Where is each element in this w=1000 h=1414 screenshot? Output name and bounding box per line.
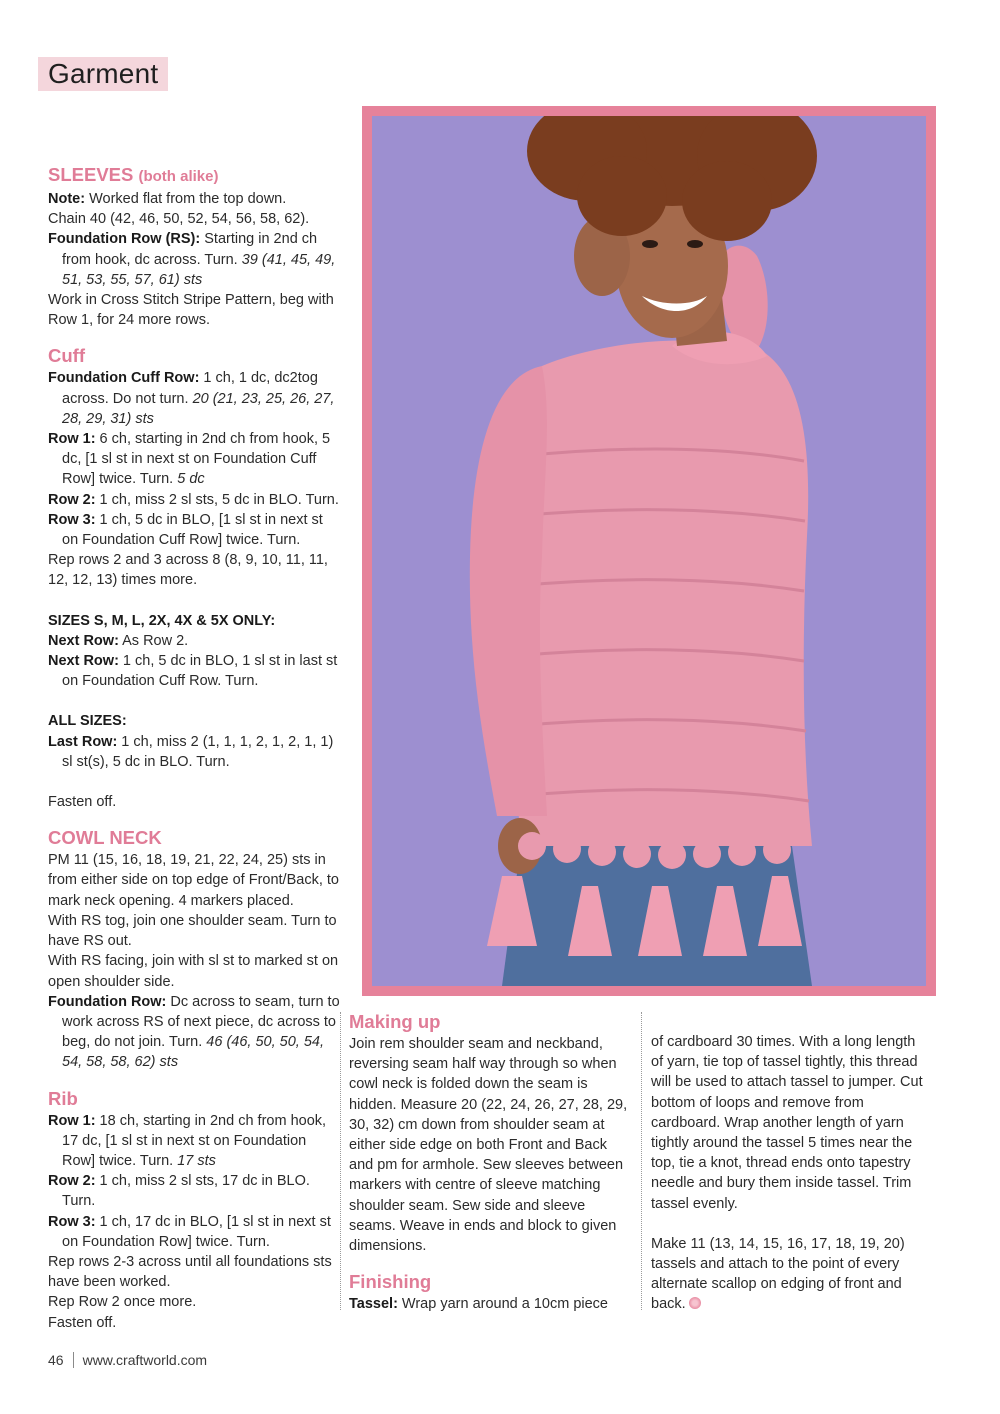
- cuff-row-3: [48, 510, 340, 550]
- rib-row-3-text: 1 ch, 17 dc in BLO, [1 sl st in next st on Foundation Row] twice. Turn.: [62, 1213, 331, 1250]
- rib-row-1-text: 18 ch, starting in 2nd ch from hook, 17 dc, [1 sl st in next st on Foundation Row] twice. Turn.: [62, 1112, 327, 1169]
- rib-repeat-2: Rep Row 2 once more.: [48, 1294, 197, 1311]
- cowl-rs: With RS tog, join one shoulder seam. Turn to have RS out.: [48, 912, 337, 950]
- sleeves-work: Work in Cross Stitch Stripe Pattern, beg with Row 1, for 24 more rows.: [48, 292, 334, 329]
- column-divider: [641, 1012, 642, 1310]
- rib-row-1-count: 17 sts: [177, 1152, 216, 1169]
- cowl-facing: With RS facing, join with sl st to marked st on open shoulder side.: [48, 953, 339, 990]
- rib-repeat: Rep rows 2-3 across until all foundations sts have been worked.: [48, 1253, 332, 1291]
- column-divider: [340, 1012, 341, 1310]
- cuff-row-1: [48, 429, 340, 490]
- rib-fasten-off: Fasten off.: [48, 1314, 117, 1331]
- cuff-next-row-1-text: As Row 2.: [118, 632, 189, 649]
- making-up-text: Join rem shoulder seam and neckband, reversing seam half way through so when cowl neck is folded down the seam is hidden. Measure 20 (22, 24, 26, 27, 28, 29, 30, 32) cm down from shoulder seam at either side edge on both Front and Back and pm for armhole. Sew sleeves between markers with centre of sleeve matching shoulder seam. Sew side and sleeve seams. Weave in ends and block to given dimensions.: [349, 1036, 628, 1255]
- rib-row-2-label: Row 2:: [48, 1173, 96, 1190]
- model-photo: [372, 116, 926, 986]
- sleeves-foundation-row: [48, 229, 340, 290]
- cuff-next-row-2-label: Next Row:: [48, 653, 119, 670]
- rib-heading: Rib: [48, 1087, 78, 1109]
- cuff-foundation-count: 20 (21, 23, 25, 26, 27, 28, 29, 31) sts: [62, 390, 335, 427]
- making-up-heading: Making up: [349, 1011, 441, 1032]
- cuff-row-1-label: Row 1:: [48, 431, 96, 448]
- page-number: 46: [48, 1352, 64, 1368]
- eye-right: [687, 240, 703, 248]
- cuff-all-sizes-heading: ALL SIZES:: [48, 713, 127, 730]
- cuff-sizes-heading: SIZES S, M, L, 2X, 4X & 5X ONLY:: [48, 612, 276, 629]
- cuff-row-2-text: 1 ch, miss 2 sl sts, 5 dc in BLO. Turn.: [95, 491, 339, 508]
- end-mark-icon: [689, 1297, 701, 1309]
- spacer: [48, 772, 340, 792]
- cuff-heading: Cuff: [48, 345, 85, 367]
- sleeves-foundation-count: 39 (41, 45, 49, 51, 53, 55, 57, 61) sts: [62, 251, 336, 288]
- cuff-last-row-text: 1 ch, miss 2 (1, 1, 1, 2, 1, 2, 1, 1) sl st(s), 5 dc in BLO. Turn.: [62, 733, 334, 770]
- finishing-tassel-text: Wrap yarn around a 10cm piece: [397, 1296, 609, 1313]
- rib-row-1-label: Row 1:: [48, 1112, 96, 1129]
- footer: [48, 1352, 207, 1368]
- cuff-next-row-2: [48, 651, 340, 691]
- eye-left: [642, 240, 658, 248]
- footer-url[interactable]: www.craftworld.com: [82, 1352, 208, 1368]
- cowl-pm: PM 11 (15, 16, 18, 19, 21, 22, 24, 25) sts in from either side on top edge of Front/Back, to mark neck opening. 4 markers placed.: [48, 852, 339, 909]
- finishing-heading: Finishing: [349, 1271, 432, 1293]
- rib-row-1: [48, 1111, 340, 1172]
- sleeves-foundation-label: Foundation Row (RS):: [48, 231, 201, 248]
- section-tag-label: Garment: [48, 58, 159, 89]
- sleeves-foundation-text: Starting in 2nd ch from hook, dc across. Turn.: [62, 231, 318, 268]
- sleeves-note-text: Worked flat from the top down.: [85, 191, 287, 207]
- cuff-fasten-off: Fasten off.: [48, 794, 117, 811]
- spacer: [48, 691, 340, 711]
- cuff-foundation-label: Foundation Cuff Row:: [48, 370, 200, 387]
- finishing-continued: of cardboard 30 times. With a long length of yarn, tie top of tassel tightly, this thread will be used to attach tassel to jumper. Cut bottom of loops and remove from cardboard. Wrap another length of yarn tightly around the tassel 5 times near the top, tie a knot, thread ends onto tapestry needle and bury them inside tassel. Trim tassel evenly.: [651, 1034, 923, 1212]
- cuff-foundation-row: [48, 368, 340, 429]
- sleeves-note: [48, 189, 340, 209]
- rib-row-2-text: 1 ch, miss 2 sl sts, 17 dc in BLO. Turn.: [62, 1173, 310, 1210]
- cuff-repeat: Rep rows 2 and 3 across 8 (8, 9, 10, 11, 11, 12, 12, 13) times more.: [48, 552, 328, 589]
- cuff-next-row-1-label: Next Row:: [48, 632, 119, 649]
- cuff-row-3-text: 1 ch, 5 dc in BLO, [1 sl st in next st on Foundation Cuff Row] twice. Turn.: [62, 511, 323, 549]
- cuff-row-1-text: 6 ch, starting in 2nd ch from hook, 5 dc, [1 sl st in next st on Foundation Cuff Row] twice. Turn.: [62, 431, 331, 488]
- sleeves-heading-sub: (both alike): [138, 168, 219, 185]
- finishing-tassel-label: Tassel:: [349, 1296, 398, 1313]
- spacer: [651, 1214, 926, 1234]
- cuff-foundation-text: 1 ch, 1 dc, dc2tog across. Do not turn.: [62, 370, 318, 407]
- spacer: [48, 591, 340, 611]
- sleeves-chain: Chain 40 (42, 46, 50, 52, 54, 56, 58, 62).: [48, 211, 310, 228]
- finishing-tassel: [349, 1294, 632, 1314]
- sleeves-heading: [48, 163, 340, 189]
- sleeves-heading-text: SLEEVES: [48, 164, 134, 185]
- sleeves-note-label: Note:: [48, 191, 86, 207]
- cuff-row-2-label: Row 2:: [48, 491, 96, 508]
- column-middle: [349, 1010, 632, 1314]
- cuff-last-row: [48, 732, 340, 772]
- cowl-foundation-text: Dc across to seam, turn to work across RS of next piece, dc across to beg, do not join. Turn.: [62, 993, 340, 1051]
- finishing-make: [651, 1234, 926, 1315]
- finishing-make-text: Make 11 (13, 14, 15, 16, 17, 18, 19, 20) tassels and attach to the point of every alternate scallop on edging of front and back.: [651, 1235, 905, 1313]
- cuff-row-2: [48, 490, 340, 510]
- cuff-next-row-2-text: 1 ch, 5 dc in BLO, 1 sl st in last st on Foundation Cuff Row. Turn.: [62, 653, 338, 690]
- model-illustration: [372, 116, 926, 986]
- cuff-last-row-label: Last Row:: [48, 733, 118, 750]
- column-right: [651, 1032, 926, 1315]
- cowl-foundation-count: 46 (46, 50, 50, 54, 54, 58, 58, 62) sts: [62, 1034, 324, 1071]
- footer-divider: [73, 1352, 74, 1368]
- rib-row-3: [48, 1212, 340, 1252]
- sweater-body: [508, 340, 812, 846]
- cuff-row-3-label: Row 3:: [48, 511, 96, 528]
- rib-row-3-label: Row 3:: [48, 1213, 96, 1230]
- cowl-heading: COWL NECK: [48, 827, 162, 849]
- column-left: [48, 163, 340, 1333]
- section-tag: [38, 57, 168, 91]
- cuff-next-row-1: [48, 631, 340, 651]
- cowl-foundation-row: [48, 992, 340, 1073]
- cowl-foundation-label: Foundation Row:: [48, 993, 167, 1010]
- cuff-row-1-count: 5 dc: [177, 471, 205, 488]
- rib-row-2: [48, 1171, 340, 1211]
